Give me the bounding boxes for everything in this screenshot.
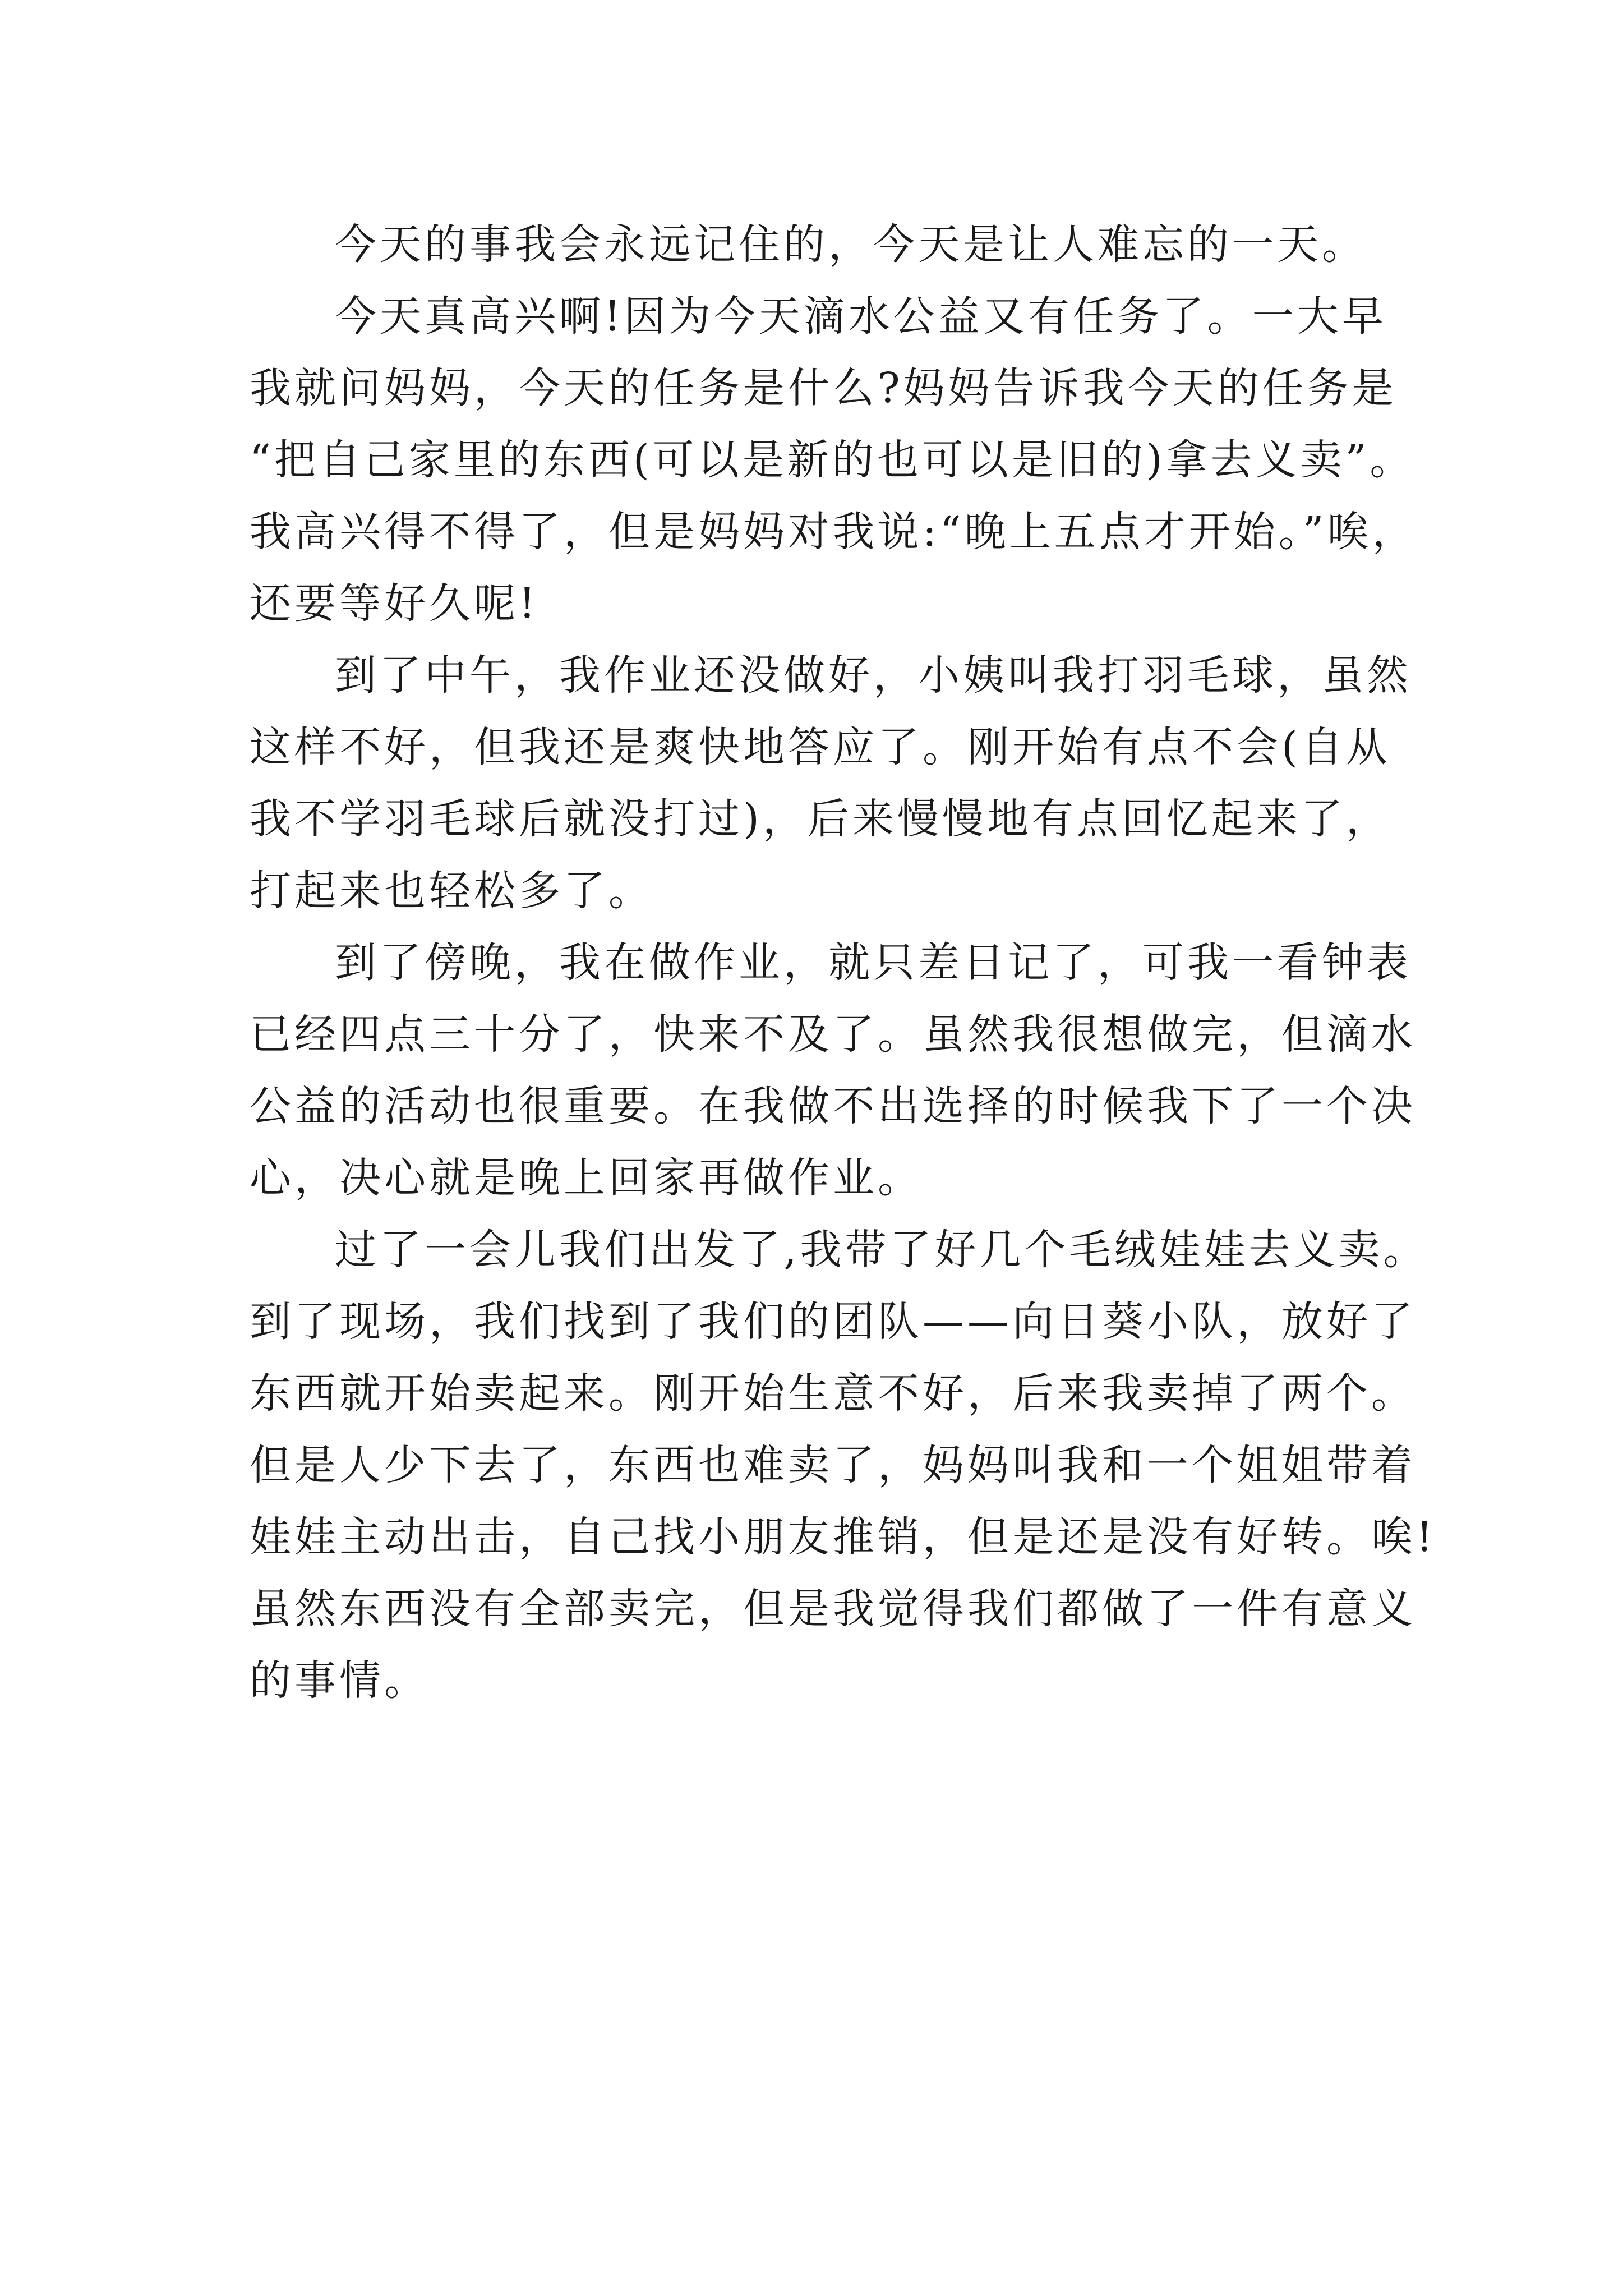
text-line: 娃娃主动出击，自己找小朋友推销，但是还是没有好转。唉! bbox=[250, 1513, 1436, 1561]
text-line: 过了一会儿我们出发了,我带了好几个毛绒娃娃去义卖。 bbox=[335, 1226, 1428, 1274]
text-line: 还要等好久呢! bbox=[250, 579, 539, 628]
text-line: 到了现场，我们找到了我们的团队——向日葵小队，放好了 bbox=[250, 1297, 1416, 1346]
paragraph-3 bbox=[250, 639, 1412, 927]
paragraph-4 bbox=[250, 927, 1416, 1214]
text-line: 已经四点三十分了，快来不及了。虽然我很想做完，但滴水 bbox=[250, 1010, 1416, 1059]
text-line: 今天的事我会永远记住的，今天是让人难忘的一天。 bbox=[335, 220, 1367, 269]
text-line: 公益的活动也很重要。在我做不出选择的时候我下了一个决 bbox=[250, 1082, 1416, 1130]
text-line: 到了中午，我作业还没做好，小姨叫我打羽毛球，虽然 bbox=[335, 651, 1412, 700]
text-line: 东西就开始卖起来。刚开始生意不好，后来我卖掉了两个。 bbox=[250, 1369, 1416, 1418]
text-line: 我就问妈妈，今天的任务是什么?妈妈告诉我今天的任务是 bbox=[250, 364, 1397, 412]
text-line: 这样不好，但我还是爽快地答应了。刚开始有点不会(自从 bbox=[250, 723, 1391, 771]
paragraph-2 bbox=[250, 280, 1417, 639]
text-line: 今天真高兴啊!因为今天滴水公益又有任务了。一大早 bbox=[335, 292, 1387, 341]
text-line: 心，决心就是晚上回家再做作业。 bbox=[250, 1154, 923, 1202]
text-line: 的事情。 bbox=[250, 1657, 429, 1705]
text-line: 打起来也轻松多了。 bbox=[250, 867, 653, 915]
text-line: 到了傍晚，我在做作业，就只差日记了，可我一看钟表 bbox=[335, 938, 1412, 987]
text-line: 虽然东西没有全部卖完，但是我觉得我们都做了一件有意义 bbox=[250, 1585, 1416, 1633]
text-line: 但是人少下去了，东西也难卖了，妈妈叫我和一个姐姐带着 bbox=[250, 1441, 1416, 1489]
text-line: “把自己家里的东西(可以是新的也可以是旧的)拿去义卖”。 bbox=[250, 436, 1415, 484]
paragraph-5 bbox=[250, 1214, 1436, 1717]
paragraph-1 bbox=[250, 209, 1394, 280]
text-line: 我不学羽毛球后就没打过)，后来慢慢地有点回忆起来了， bbox=[250, 795, 1391, 843]
document-body bbox=[250, 209, 1436, 1717]
text-line: 我高兴得不得了，但是妈妈对我说:“晚上五点才开始。”唉， bbox=[250, 508, 1417, 556]
